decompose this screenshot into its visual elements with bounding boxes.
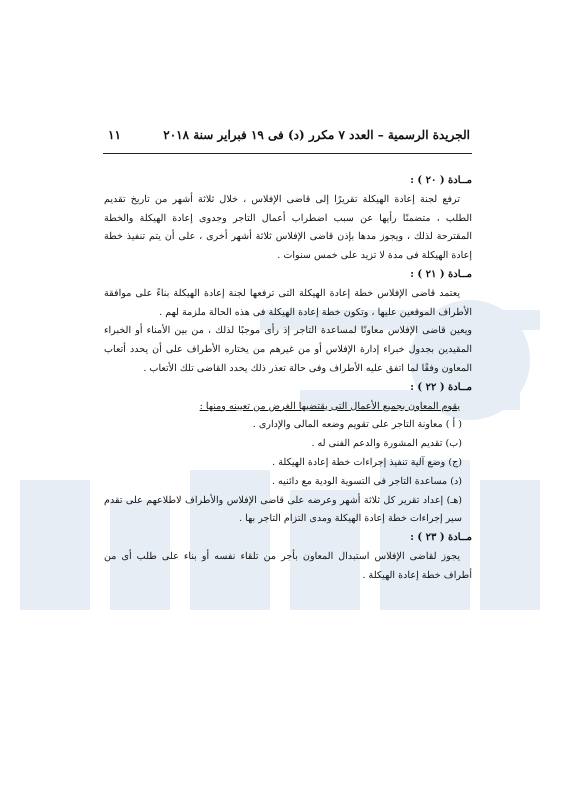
article-22-label: مــادة ( ٢٢ ) : [410,381,472,393]
document-body [104,172,472,586]
header-divider [103,153,472,154]
article-23-paragraph: يجوز لقاضى الإفلاس استبدال المعاون بأجر من تلقاء نفسه أو بناء على طلب أى من أطراف خطة إعادة الهيكلة . [104,550,472,581]
article-22-item-c: (ج) وضع آلية تنفيذ إجراءات خطة إعادة الهيكلة . [272,456,462,468]
article-22-item-d: (د) مساعدة التاجر فى التسوية الودية مع دائنيه . [271,475,462,487]
article-22-item-b: (ب) تقديم المشورة والدعم الفنى له . [311,438,462,450]
article-21-paragraph-2: ويعين قاضى الإفلاس معاونًا لمساعدة التاجر إذ رأى موجبًا لذلك ، من بين الأمناء أو الخبراء المقيدين بجدول خبراء إدارة الإفلاس أو من غيرهم من يختاره الأطراف على أن يحدد أتعاب المعاون وفقًا لما اتفق عليه الأطراف وفى حالة تعذر ذلك يحدد القاضى تلك الأتعاب . [104,325,472,374]
article-22-item-e: (هـ) إعداد تقرير كل ثلاثة أشهر وعرضه على قاضى الإفلاس والأطراف لاطلاعهم على تقدم سير إجراءات خطة إعادة الهيكلة ومدى التزام التاجر بها . [104,494,462,525]
article-22-item-a: ( أ ) معاونة التاجر على تقويم وضعه المالى والإدارى . [252,419,462,431]
article-20-paragraph: ترفع لجنة إعادة الهيكلة تقريرًا إلى قاضى الإفلاس ، خلال ثلاثة أشهر من تاريخ تقديم الطلب ، متضمنًا رأيها عن سبب اضطراب أعمال التاجر وجدوى إعادة الهيكلة والخطة المقترحة لذلك ، ويجوز مدها بإذن قاضى الإفلاس ثلاثة أشهر أخرى ، على أن يتم تنفيذ خطة إعادة الهيكلة فى مدة لا تزيد على خمس سنوات . [104,193,472,262]
article-21-paragraph-1: يعتمد قاضى الإفلاس خطة إعادة الهيكلة التى ترفعها لجنة إعادة الهيكلة بناءً على موافقة الأطراف الموقعين عليها ، وتكون خطة إعادة الهيكلة فى هذه الحالة ملزمة لهم . [104,287,472,318]
article-21-label: مــادة ( ٢١ ) : [410,268,472,280]
gazette-title: الجريدة الرسمية – العدد ٧ مكرر (د) فى ١٩ فبراير سنة ٢٠١٨ [163,128,470,142]
page-number: ١١ [108,128,121,142]
page-header [108,128,470,142]
article-20-label: مــادة ( ٢٠ ) : [410,175,472,186]
article-23-label: مــادة ( ٢٣ ) : [410,532,472,544]
article-22-intro: يقوم المعاون بجميع الأعمال التى يقتضيها الغرض من تعيينه ومنها : [199,400,460,412]
